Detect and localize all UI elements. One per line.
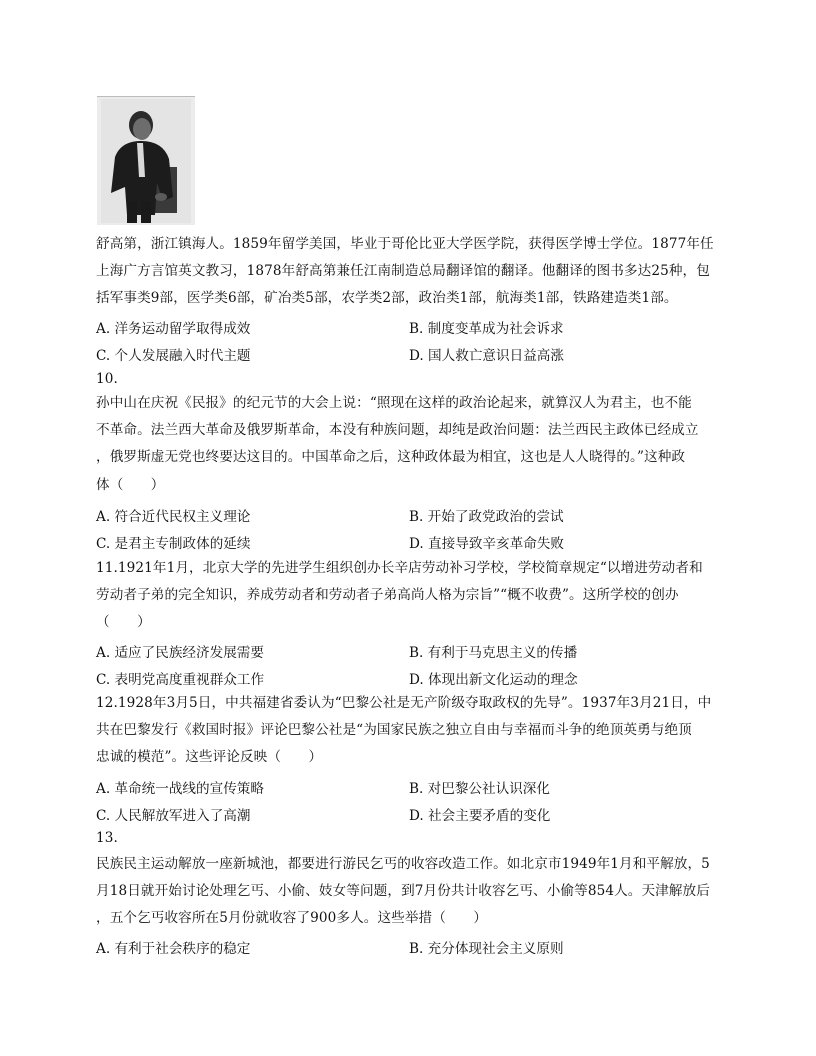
- q13-stem: [96, 851, 720, 933]
- q12-line: 12.1928年3月5日，中共福建省委认为“巴黎公社是无产阶级夺取政权的先导”。1937年3月21日，中: [96, 695, 712, 711]
- q11-line: 11.1921年1月，北京大学的先进学生组织创办长辛店劳动补习学校，学校简章规定“以增进劳动者和: [96, 560, 703, 576]
- q10-stem: [96, 390, 720, 499]
- q11-line: （ ）: [96, 614, 151, 631]
- q11-line: 劳动者子弟的完全知识，养成劳动者和劳动者子弟高尚人格为宗旨”“概不收费”。这所学校的创办: [96, 587, 679, 604]
- q11-option-a[interactable]: A. 适应了民族经济发展需要: [96, 645, 264, 661]
- q9-option-c[interactable]: C. 个人发展融入时代主题: [96, 348, 251, 364]
- portrait-photo: [97, 96, 195, 225]
- q9-line: 舒高第，浙江镇海人。1859年留学美国，毕业于哥伦比亚大学医学院，获得医学博士学位。1877年任: [96, 236, 714, 252]
- q10-line: ，俄罗斯虚无党也终要达这目的。中国革命之后，这种政体最为相宜，这也是人人晓得的。”这种政: [96, 449, 686, 466]
- q12-option-a[interactable]: A. 革命统一战线的宣传策略: [96, 781, 264, 797]
- q11-option-d[interactable]: D. 体现出新文化运动的理念: [409, 672, 578, 688]
- q10-option-d[interactable]: D. 直接导致辛亥革命失败: [409, 536, 564, 552]
- q11-option-c[interactable]: C. 表明党高度重视群众工作: [96, 672, 265, 688]
- q9-line: 上海广方言馆英文教习，1878年舒高第兼任江南制造总局翻译馆的翻译。他翻译的图书多达25种，包: [96, 263, 710, 280]
- q12-line: 共在巴黎发行《救国时报》评论巴黎公社是“为国家民族之独立自由与幸福而斗争的绝顶英勇与绝顶: [96, 722, 692, 739]
- q13-option-a[interactable]: A. 有利于社会秩序的稳定: [96, 941, 251, 957]
- q10-line: 体（ ）: [96, 476, 165, 493]
- q13-line: 民族民主运动解放一座新城池，都要进行游民乞丐的收容改造工作。如北京市1949年1月和平解放，5: [96, 856, 710, 872]
- q11-option-b[interactable]: B. 有利于马克思主义的传播: [409, 645, 578, 661]
- q13-option-b[interactable]: B. 充分体现社会主义原则: [409, 941, 564, 957]
- q12-line: 忠诚的模范”。这些评论反映（ ）: [96, 749, 323, 766]
- q12-option-d[interactable]: D. 社会主要矛盾的变化: [409, 808, 551, 824]
- q9-option-a[interactable]: A. 洋务运动留学取得成效: [96, 321, 251, 337]
- q13-number: 13.: [96, 830, 118, 846]
- q9-line: 括军事类9部，医学类6部，矿冶类5部，农学类2部，政治类1部，航海类1部，铁路建造类1部。: [96, 290, 678, 307]
- q10-line: 不革命。法兰西大革命及俄罗斯革命，本没有种族问题，却纯是政治问题：法兰西民主政体已经成立: [96, 422, 699, 439]
- q12-option-c[interactable]: C. 人民解放军进入了高潮: [96, 808, 251, 824]
- q10-option-b[interactable]: B. 开始了政党政治的尝试: [409, 509, 564, 525]
- q9-option-d[interactable]: D. 国人救亡意识日益高涨: [409, 348, 564, 364]
- q13-line: ，五个乞丐收容所在5月份就收容了900多人。这些举措（ ）: [96, 910, 488, 927]
- q9-option-b[interactable]: B. 制度变革成为社会诉求: [409, 321, 564, 337]
- q12-stem: [96, 690, 720, 772]
- q10-option-a[interactable]: A. 符合近代民权主义理论: [96, 509, 251, 525]
- q10-line: 孙中山在庆祝《民报》的纪元节的大会上说：“照现在这样的政治论起来，就算汉人为君主，也不能: [96, 395, 692, 411]
- q13-line: 月18日就开始讨论处理乞丐、小偷、妓女等问题，到7月份共计收容乞丐、小偷等854人。天津解放后: [96, 883, 710, 900]
- q10-option-c[interactable]: C. 是君主专制政体的延续: [96, 536, 251, 552]
- q11-stem: [96, 555, 720, 637]
- q12-option-b[interactable]: B. 对巴黎公社认识深化: [409, 781, 550, 797]
- q10-number: 10.: [96, 371, 118, 387]
- q9-stem: [96, 231, 720, 313]
